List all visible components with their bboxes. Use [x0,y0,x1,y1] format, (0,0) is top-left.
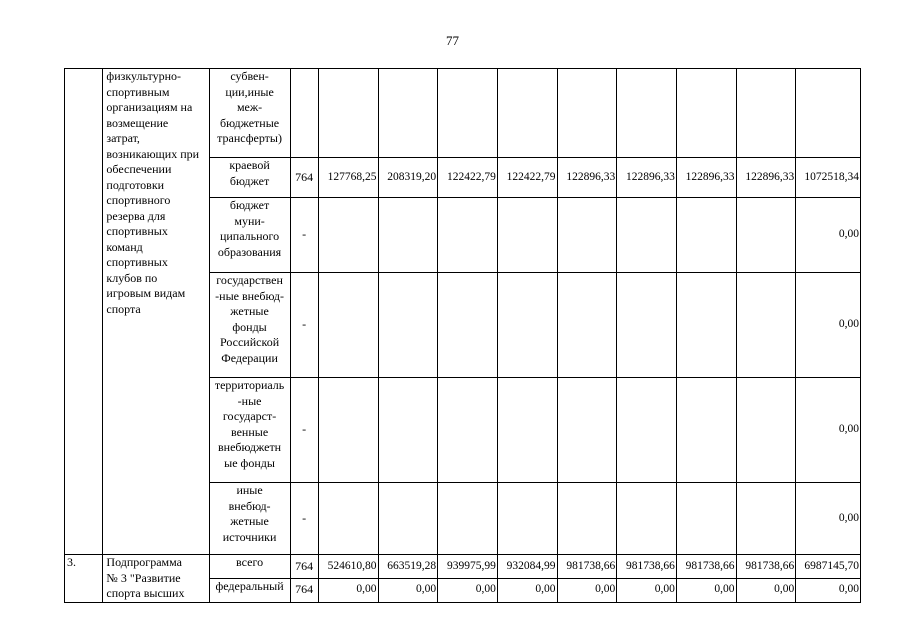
program-name-line: спорта [106,301,141,316]
funding-source-cell [209,69,290,158]
value-cell: 0,00 [796,483,861,555]
code-cell: - [290,378,318,483]
value-cell: 0,00 [796,198,861,273]
value-cell [438,198,498,273]
value-cell: 122896,33 [676,158,736,198]
value-cell [497,198,557,273]
funding-source-line: внебюд- [228,498,271,513]
funding-source-line: Федерации [221,350,278,365]
funding-source-line: меж- [236,100,263,114]
funding-source-line: бюджет [229,198,270,212]
funding-source-line: территориаль [214,378,285,392]
value-cell [318,483,378,555]
funding-source-line: -ные внебюд- [215,288,284,303]
funding-source-line: венные [230,424,269,439]
value-cell: 0,00 [557,578,617,602]
value-cell: 981738,66 [676,555,736,579]
program-name-line: спортивного [106,193,171,207]
program-name-line: возникающих при [106,146,200,161]
program-name-line: спорта высших [106,586,185,600]
program-name-line: затрат, [106,131,140,145]
program-name-line: организациям на [106,100,193,114]
value-cell [676,273,736,378]
funding-source-line: бюджет [229,173,270,188]
value-cell [736,483,796,555]
funding-source-cell [209,483,290,555]
funding-source-line: источники [222,529,277,544]
value-cell [318,273,378,378]
funding-source-line: жетные [230,304,269,318]
value-cell: 0,00 [796,378,861,483]
value-cell [557,378,617,483]
code-cell: 764 [290,158,318,198]
funding-source-line: образования [217,244,282,259]
funding-source-line: жетные [230,514,269,528]
value-cell [617,483,677,555]
value-cell [617,69,677,158]
value-cell: 1072518,34 [796,158,861,198]
value-cell: 122896,33 [617,158,677,198]
funding-source-line: муни- [234,213,265,228]
funding-source-line: бюджетные [220,115,280,130]
code-cell: - [290,273,318,378]
funding-source-line: ципального [219,229,280,243]
funding-source-line: -ные [237,393,262,408]
row-number-cell: 3. [65,555,103,603]
funding-source-line: трансферты) [217,131,282,145]
value-cell [736,69,796,158]
program-name-line: спортивным [106,84,170,99]
funding-source-cell [209,158,290,198]
value-cell [497,273,557,378]
funding-source-cell [209,378,290,483]
program-name-line: спортивных [106,255,168,269]
code-cell: - [290,483,318,555]
program-name-line: спортивных [106,224,168,238]
value-cell: 208319,20 [378,158,438,198]
value-cell [676,378,736,483]
value-cell [617,198,677,273]
value-cell: 0,00 [736,578,796,602]
value-cell [617,273,677,378]
program-name-line: команд [106,239,143,254]
program-name-cell [103,555,209,603]
funding-source-line: иные [236,483,263,497]
value-cell [438,378,498,483]
value-cell [438,69,498,158]
value-cell [557,273,617,378]
value-cell [378,483,438,555]
value-cell: 122896,33 [557,158,617,198]
program-name-line: возмещение [106,115,169,130]
value-cell [497,483,557,555]
value-cell [318,198,378,273]
funding-source-line: федеральный [215,578,284,593]
value-cell [676,69,736,158]
program-name-cell [103,69,209,555]
value-cell [318,69,378,158]
program-name-line: Подпрограмма [106,555,182,569]
value-cell [736,273,796,378]
table-row [65,555,861,579]
value-cell: 0,00 [676,578,736,602]
value-cell: 663519,28 [378,555,438,579]
value-cell: 0,00 [318,578,378,602]
value-cell [676,198,736,273]
value-cell [557,69,617,158]
value-cell [378,273,438,378]
budget-table [64,68,861,603]
value-cell [318,378,378,483]
funding-source-line: краевой [229,158,270,172]
value-cell: 981738,66 [557,555,617,579]
row-number-cell [65,69,103,555]
value-cell: 0,00 [796,578,861,602]
value-cell [497,378,557,483]
value-cell [378,198,438,273]
funding-source-line: государствен [216,273,283,287]
value-cell [378,378,438,483]
value-cell [438,483,498,555]
value-cell: 0,00 [378,578,438,602]
value-cell: 932084,99 [497,555,557,579]
funding-source-line: внебюджетн [218,440,282,454]
funding-source-cell [209,578,290,602]
funding-source-cell [209,198,290,273]
value-cell: 122422,79 [438,158,498,198]
value-cell: 122422,79 [497,158,557,198]
value-cell: 524610,80 [318,555,378,579]
funding-source-line: всего [236,555,264,569]
value-cell [438,273,498,378]
program-name-line: игровым видам [106,286,186,300]
code-cell: 764 [290,555,318,579]
value-cell: 939975,99 [438,555,498,579]
value-cell [796,69,861,158]
funding-source-line: фонды [232,319,267,334]
value-cell [736,198,796,273]
page-number: 77 [446,33,459,48]
value-cell: 981738,66 [617,555,677,579]
program-name-line: обеспечении [106,162,172,176]
value-cell: 0,00 [617,578,677,602]
value-cell [557,198,617,273]
value-cell: 0,00 [796,273,861,378]
program-name-line: резерва для [106,208,166,223]
value-cell: 0,00 [438,578,498,602]
program-name-line: № 3 "Развитие [106,570,181,585]
funding-source-line: ые фонды [224,455,275,470]
value-cell [736,378,796,483]
value-cell [378,69,438,158]
funding-source-cell [209,273,290,378]
table-row [65,69,861,158]
value-cell: 0,00 [497,578,557,602]
code-cell [290,69,318,158]
funding-source-line: субвен- [230,69,269,83]
funding-source-line: Российской [219,335,280,349]
value-cell [557,483,617,555]
value-cell: 981738,66 [736,555,796,579]
value-cell: 6987145,70 [796,555,861,579]
funding-source-line: ции,иные [225,84,274,99]
program-name-line: клубов по [106,270,158,285]
value-cell: 122896,33 [736,158,796,198]
code-cell: 764 [290,578,318,602]
value-cell [617,378,677,483]
funding-source-cell [209,555,290,579]
program-name-line: подготовки [106,177,165,192]
program-name-line: физкультурно- [106,69,181,83]
value-cell [497,69,557,158]
code-cell: - [290,198,318,273]
funding-source-line: государст- [222,409,277,423]
value-cell [676,483,736,555]
value-cell: 127768,25 [318,158,378,198]
